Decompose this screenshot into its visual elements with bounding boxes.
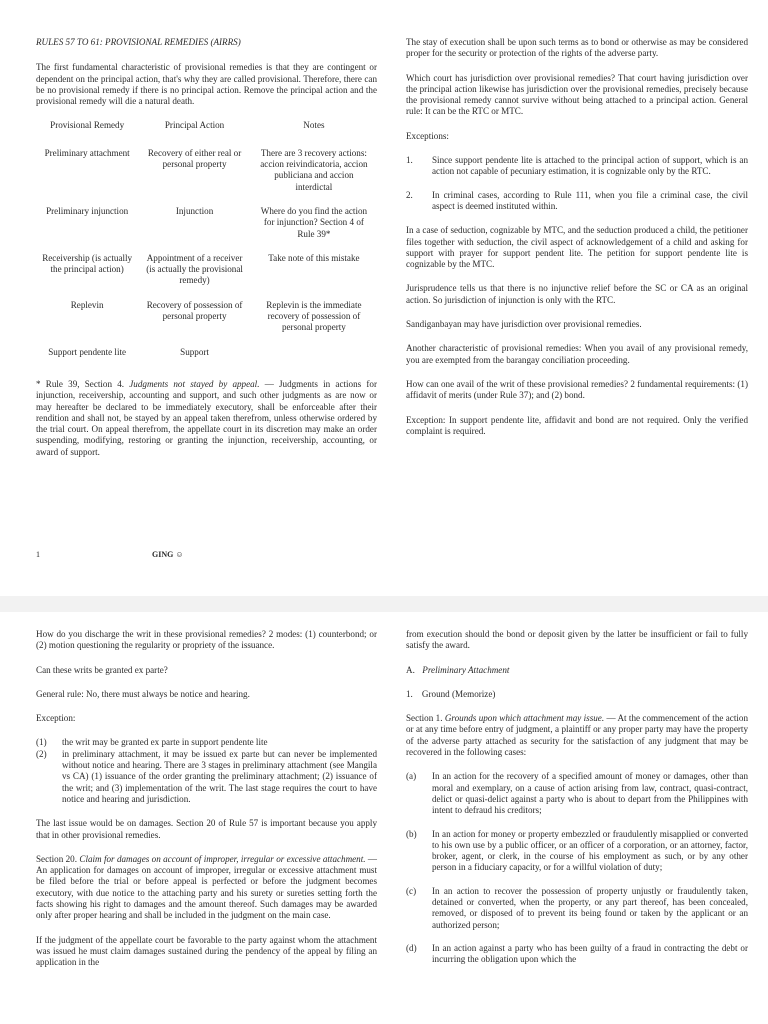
table-cell: Where do you find the action for injunction? Section 4 of Rule 39* [260,205,368,239]
paragraph: Jurisprudence tells us that there is no injunctive relief before the SC or CA as an original action. So jurisdiction of injunction is only with the RTC. [406,283,748,305]
list-item-text: In an action against a party who has been guilty of a fraud in contracting the debt or incurring the obligation upon which the [432,942,748,965]
list-marker: (d) [406,942,417,953]
list-marker: 1. [406,155,413,166]
list-marker: (1) [36,737,47,748]
list-item [406,771,748,816]
table-cell: Injunction [175,205,214,216]
list-item [406,943,748,966]
paragraph: Another characteristic of provisional remedies: When you avail of any provisional remedy, you are exempted from the barangay conciliation proceeding. [406,343,748,365]
table-cell: Support [180,346,209,357]
list-item [36,749,377,805]
table-row [36,347,377,371]
list-item-text: the writ may be granted ex parte in support pendente lite [62,737,268,748]
table-cell: Recovery of either real or personal property [147,147,242,170]
table-header-cell: Principal Action [164,120,225,131]
table-header-cell: Notes [303,120,325,131]
table-row [36,206,377,253]
list-marker: (c) [406,885,417,896]
page-number: 1 [36,550,40,559]
exceptions-list [406,155,748,212]
paragraph: Exception: In support pendente lite, affidavit and bond are not required. Only the verified complaint is required. [406,414,748,436]
section-lead: Section 1. [406,713,443,724]
exceptions-label: Exceptions: [406,130,449,141]
paragraph: General rule: No, there must always be notice and hearing. [36,688,250,699]
heading-text: Preliminary Attachment [422,664,510,675]
exceptions-list [36,737,377,805]
subheading-text: Ground (Memorize) [421,688,496,699]
section-lead: Section 20. [36,853,78,864]
footer-label: GING ☺ [152,550,184,559]
page2-left-column [36,629,377,982]
exception-label: Exception: [36,713,76,724]
page1-right-column [406,37,748,450]
table-row [36,300,377,347]
list-item-text: In an action for the recovery of a specified amount of money or damages, other than moral and exemplary, on a cause of action arising from law, contract, quasi-contract, delict or quasi-delict against a party who is about to depart from the Philippines with intent to defraud his creditors; [432,771,748,816]
paragraph: The last issue would be on damages. Section 20 of Rule 57 is important because you apply that in other provisional remedies. [36,818,377,840]
section-body: — An application for damages on account of improper, irregular or excessive attachment must be filed before the trial or before appeal is perfected or before the judgment becomes executory, with due notice to the attaching party and his surety or sureties setting forth the facts showing his right to damages and the amount thereof. Such damages may be awarded only after proper hearing and shall be included in the judgment on the main case. [36,853,377,921]
paragraph: How can one avail of the writ of these provisional remedies? 2 fundamental requirements: (1) affidavit of merits (under Rule 37); and (2) bond. [406,378,748,401]
list-item-text: Since support pendente lite is attached to the principal action of support, which is an action not capable of pecuniary estimation, it is cognizable only by the RTC. [432,155,748,177]
document-title: RULES 57 TO 61: PROVISIONAL REMEDIES (AIRRS) [36,37,241,47]
section-heading-preliminary-attachment [406,665,748,676]
remedies-table [36,120,377,370]
list-marker: 2. [406,189,413,200]
list-item [406,886,748,931]
table-cell: Appointment of a receiver (is actually the provisional remedy) [146,252,243,286]
list-item-text: In an action to recover the possession of property unjustly or fraudulently taken, detained or converted, when the property, or any part thereof, has been concealed, removed, or disposed of to prevent its being found or taken by the applicant or an authorized person; [432,885,748,930]
paragraph: How do you discharge the writ in these provisional remedies? 2 modes: (1) counterbond; or (2) motion questioning the regularity or propriety of the issuance. [36,629,377,651]
table-cell: Support pendente lite [48,346,127,357]
table-cell: Replevin is the immediate recovery of possession of personal property [266,299,362,333]
paragraph: Which court has jurisdiction over provisional remedies? That court having jurisdiction over the principal action likewise has jurisdiction over the provisional remedies, precisely because the provisional remedy cannot survive without being attached to a principal action. General rule: It can be the RTC or MTC. [406,72,748,117]
table-header-cell: Provisional Remedy [50,120,125,131]
list-marker: (b) [406,828,417,839]
table-cell: Receivership (is actually the principal action) [42,252,133,275]
list-item-text: In criminal cases, according to Rule 111, when you file a criminal case, the civil aspect is deemed instituted within. [432,189,748,211]
heading-marker: A. [406,664,415,675]
table-cell: There are 3 recovery actions: accion reivindicatoria, accion publiciana and accion interdictal [260,147,368,192]
subheading-marker: 1. [406,688,413,699]
grounds-list [406,771,748,965]
subheading-ground [406,689,748,700]
paragraph: Sandiganbayan may have jurisdiction over provisional remedies. [406,319,642,330]
section-body: — At the commencement of the action or at any time before entry of judgment, a plaintiff or any proper party may have the property of the adverse party attached as security for the satisfaction of any judgment that may be recovered in the following cases: [406,713,748,758]
list-item [406,190,748,213]
paragraph: The stay of execution shall be upon such terms as to bond or otherwise as may be considered proper for the security or protection of the rights of the adverse party. [406,37,748,59]
table-cell: Replevin [70,299,104,310]
intro-paragraph: The first fundamental characteristic of provisional remedies is that they are contingent or dependent on the principal action, that's why they are called provisional. Therefore, there can be no provisional remedy if there is no principal action. Remove the principal action and the provisional remedy will die a natural death. [36,62,377,107]
page1-left-column [36,37,377,471]
table-cell: Preliminary injunction [46,205,129,216]
section-heading: Claim for damages on account of improper, irregular or excessive attachment. [79,853,366,864]
list-item [36,737,377,748]
table-row [36,253,377,300]
table-cell: Take note of this mistake [268,252,360,263]
table-row [36,148,377,206]
paragraph: Can these writs be granted ex parte? [36,664,168,675]
paragraph: from execution should the bond or deposit given by the latter be insufficient or fail to fully satisfy the award. [406,629,748,651]
list-item-text: In an action for money or property embezzled or fraudulently misapplied or converted to his own use by a public officer, or an officer of a corporation, or an attorney, factor, broker, agent, or clerk, in the course of his employment as such, or by any other person in a fiduciary capacity, or for a willful violation of duty; [432,828,748,873]
list-item-text: in preliminary attachment, it may be issued ex parte but can never be implemented without notice and hearing. There are 3 stages in preliminary attachment (see Mangila vs CA) (1) issuance of the order granting the preliminary attachment; (2) issuance of the writ; and (3) implementation of the writ. The last stage requires the court to have notice and hearing and jurisdiction. [62,748,377,804]
footnote-lead: * Rule 39, Section 4. [36,378,125,389]
page2-right-column [406,629,748,979]
table-cell [251,347,377,371]
paragraph: In a case of seduction, cognizable by MTC, and the seduction produced a child, the petitioner files together with seduction, the civil aspect of acknowledgement of a child and asking for support with prayer for support pendent lite. The petition for support pendente lite is cognizable by the MTC. [406,225,748,270]
list-item [406,155,748,178]
paragraph: If the judgment of the appellate court be favorable to the party against whom the attachment was issued he must claim damages sustained during the pendency of the appeal by filing an application in the [36,934,377,968]
footnote-heading: Judgments not stayed by appeal. [129,378,260,389]
document-page-2 [0,612,768,1024]
footnote-body: — Judgments in actions for injunction, receivership, accounting and support, and such other judgments as are now or may hereafter be declared to be immediately executory, shall be enforceable after their rendition and shall not, be stayed by an appeal taken therefrom, unless otherwise ordered by the trial court. On appeal therefrom, the appellate court in its discretion may make an order suspending, modifying, restoring or granting the injunction, receivership, accounting, or award of support. [36,378,377,457]
section-heading: Grounds upon which attachment may issue. [444,713,605,724]
list-marker: (2) [36,748,47,759]
table-cell: Preliminary attachment [44,147,130,158]
table-cell: Recovery of possession of personal property [146,299,243,322]
remedies-table-header [36,120,377,147]
section-20-paragraph [36,854,377,922]
rule39-footnote [36,379,377,458]
list-item [406,829,748,874]
list-marker: (a) [406,771,417,782]
section-1-paragraph [406,713,748,758]
